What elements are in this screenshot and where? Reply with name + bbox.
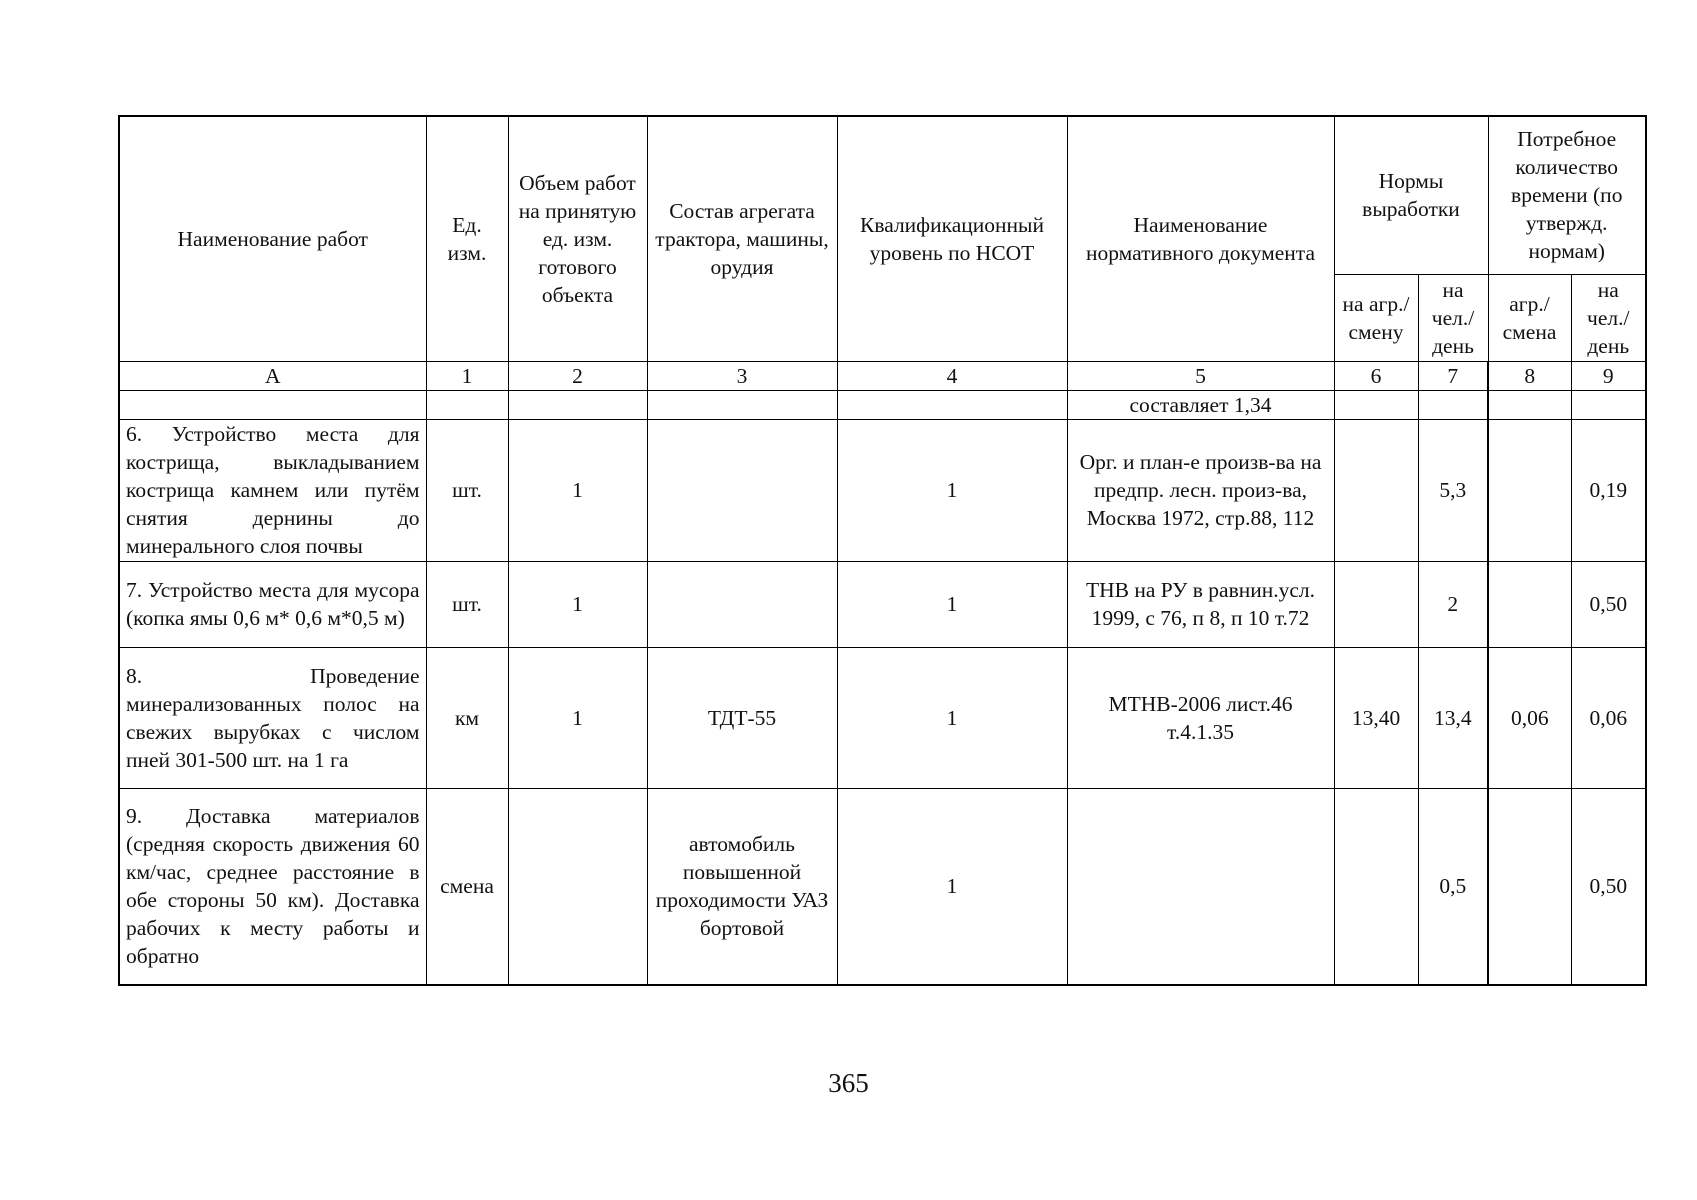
table-row — [119, 390, 1646, 419]
cell-volume — [508, 390, 647, 419]
cell-time-person: 0,06 — [1571, 647, 1646, 788]
cell-time-person: 0,50 — [1571, 788, 1646, 985]
cell-composition — [647, 390, 837, 419]
index-cell: 5 — [1067, 361, 1334, 390]
cell-time-agr: 0,06 — [1488, 647, 1571, 788]
cell-unit: смена — [426, 788, 508, 985]
cell-time-person: 0,50 — [1571, 561, 1646, 647]
cell-norm-agr — [1334, 390, 1418, 419]
cell-unit: шт. — [426, 561, 508, 647]
cell-composition: ТДТ-55 — [647, 647, 837, 788]
index-cell: 9 — [1571, 361, 1646, 390]
cell-work-name — [119, 390, 426, 419]
cell-unit — [426, 390, 508, 419]
cell-work-name: 6. Устройство места для кострища, выкладыванием кострища камнем или путём снятия дернины до минерального слоя почвы — [119, 419, 426, 561]
cell-volume: 1 — [508, 419, 647, 561]
cell-qualification: 1 — [837, 788, 1067, 985]
cell-work-name: 8. Проведение минерализованных полос на свежих вырубках с числом пней 301-500 шт. на 1 га — [119, 647, 426, 788]
cell-time-person: 0,19 — [1571, 419, 1646, 561]
cell-time-person — [1571, 390, 1646, 419]
cell-norm-person: 0,5 — [1418, 788, 1488, 985]
cell-norm-person: 13,4 — [1418, 647, 1488, 788]
cell-unit: км — [426, 647, 508, 788]
page-number: 365 — [828, 1068, 869, 1098]
header-time-needed: Потребное количество времени (по утвержд. нормам) — [1488, 116, 1646, 274]
index-cell: А — [119, 361, 426, 390]
header-work-name: Наименование работ — [119, 116, 426, 361]
cell-doc: Орг. и план-е произв-ва на предпр. лесн. произ-ва, Москва 1972, стр.88, 112 — [1067, 419, 1334, 561]
cell-composition — [647, 419, 837, 561]
header-norms-person: на чел./ день — [1418, 274, 1488, 361]
cell-norm-agr: 13,40 — [1334, 647, 1418, 788]
index-row — [119, 361, 1646, 390]
table-row — [119, 647, 1646, 788]
cell-work-name: 7. Устройство места для мусора (копка ямы 0,6 м* 0,6 м*0,5 м) — [119, 561, 426, 647]
cell-time-agr — [1488, 419, 1571, 561]
cell-norm-person: 5,3 — [1418, 419, 1488, 561]
cell-norm-agr — [1334, 419, 1418, 561]
cell-work-name: 9. Доставка материалов (средняя скорость движения 60 км/час, среднее расстояние в обе стороны 50 км). Доставка рабочих к месту работы и обратно — [119, 788, 426, 985]
header-qualification: Квалификационный уровень по НСОТ — [837, 116, 1067, 361]
index-cell: 3 — [647, 361, 837, 390]
index-cell: 1 — [426, 361, 508, 390]
header-unit: Ед. изм. — [426, 116, 508, 361]
cell-qualification: 1 — [837, 561, 1067, 647]
table-row — [119, 419, 1646, 561]
table-row — [119, 561, 1646, 647]
header-time-person: на чел./ день — [1571, 274, 1646, 361]
cell-time-agr — [1488, 561, 1571, 647]
header-volume: Объем работ на принятую ед. изм. готового объекта — [508, 116, 647, 361]
cell-time-agr — [1488, 390, 1571, 419]
header-norms-agr: на агр./ смену — [1334, 274, 1418, 361]
cell-doc: составляет 1,34 — [1067, 390, 1334, 419]
index-cell: 4 — [837, 361, 1067, 390]
index-cell: 2 — [508, 361, 647, 390]
cell-time-agr — [1488, 788, 1571, 985]
cell-norm-person: 2 — [1418, 561, 1488, 647]
cell-norm-agr — [1334, 788, 1418, 985]
cell-composition: автомобиль повышенной проходимости УАЗ бортовой — [647, 788, 837, 985]
cell-doc: МТНВ-2006 лист.46 т.4.1.35 — [1067, 647, 1334, 788]
cell-norm-person — [1418, 390, 1488, 419]
index-cell: 8 — [1488, 361, 1571, 390]
work-norms-table — [118, 115, 1647, 986]
cell-unit: шт. — [426, 419, 508, 561]
header-time-agr: агр./ смена — [1488, 274, 1571, 361]
cell-qualification — [837, 390, 1067, 419]
header-norms: Нормы выработки — [1334, 116, 1488, 274]
cell-doc — [1067, 788, 1334, 985]
header-composition: Состав агрегата трактора, машины, орудия — [647, 116, 837, 361]
cell-volume: 1 — [508, 561, 647, 647]
table-row — [119, 788, 1646, 985]
index-cell: 6 — [1334, 361, 1418, 390]
header-doc-name: Наименование нормативного документа — [1067, 116, 1334, 361]
cell-volume — [508, 788, 647, 985]
cell-qualification: 1 — [837, 419, 1067, 561]
cell-norm-agr — [1334, 561, 1418, 647]
cell-qualification: 1 — [837, 647, 1067, 788]
cell-composition — [647, 561, 837, 647]
index-cell: 7 — [1418, 361, 1488, 390]
cell-doc: ТНВ на РУ в равнин.усл. 1999, с 76, п 8, п 10 т.72 — [1067, 561, 1334, 647]
cell-volume: 1 — [508, 647, 647, 788]
